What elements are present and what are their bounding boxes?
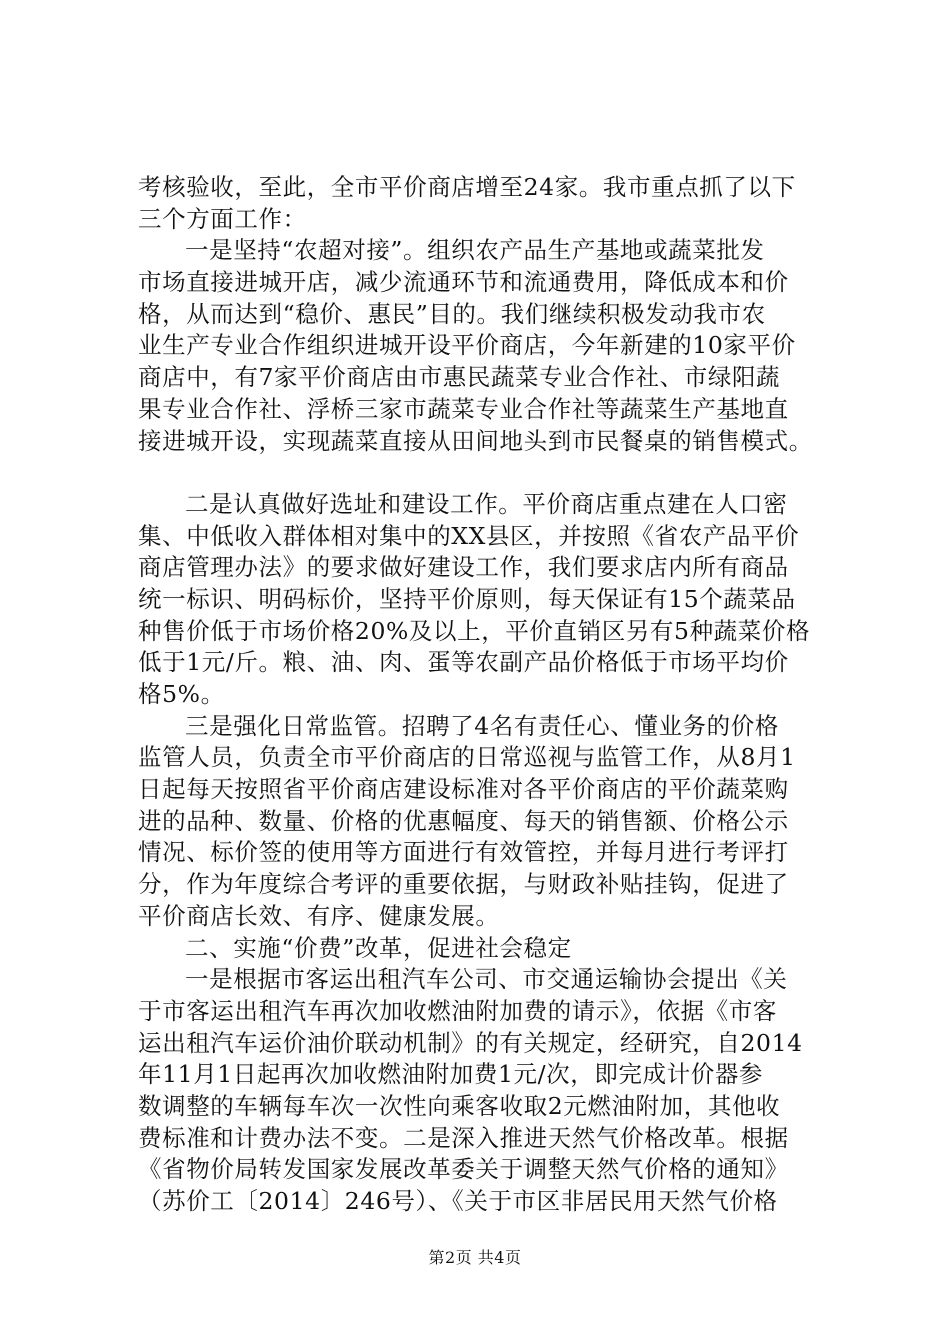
text-line: 情况、标价签的使用等方面进行有效管控，并每月进行考评打 [138,838,789,867]
text-line: 三是强化日常监管。招聘了4名有责任心、懂业务的价格 [185,711,779,740]
text-line: 日起每天按照省平价商店建设标准对各平价商店的平价蔬菜购 [138,775,789,804]
text-line: 业生产专业合作组织进城开设平价商店，今年新建的10家平价 [138,331,796,360]
text-line: 运出租汽车运价油价联动机制》的有关规定，经研究，自2014 [138,1028,803,1057]
text-line: 三个方面工作： [138,204,307,233]
text-line: （苏价工〔2014〕246号）、《关于市区非居民用天然气价格 [138,1187,778,1215]
text-line: 果专业合作社、浮桥三家市蔬菜专业合作社等蔬菜生产基地直 [138,394,789,423]
text-line: 于市客运出租汽车再次加收燃油附加费的请示》，依据《市客 [138,996,777,1025]
text-line: 费标准和计费办法不变。二是深入推进天然气价格改革。根据 [138,1123,789,1152]
text-line: 一是根据市客运出租汽车公司、市交通运输协会提出《关 [185,965,788,994]
text-line: 格，从而达到“稳价、惠民”目的。我们继续积极发动我市农 [138,299,766,328]
text-line: 市场直接进城开店，减少流通环节和流通费用，降低成本和价 [138,268,789,297]
text-line: 《省物价局转发国家发展改革委关于调整天然气价格的通知》 [138,1155,789,1184]
text-line: 二是认真做好选址和建设工作。平价商店重点建在人口密 [185,489,788,518]
blank-line [138,457,838,489]
text-line: 一是坚持“农超对接”。组织农产品生产基地或蔬菜批发 [185,236,765,265]
text-line: 低于1元/斤。粮、油、肉、蛋等农副产品价格低于市场平均价 [138,648,789,677]
text-line: 平价商店长效、有序、健康发展。 [138,901,500,930]
text-line: 考核验收，至此，全市平价商店增至24家。我市重点抓了以下 [138,173,796,201]
text-line: 种售价低于市场价格20%及以上，平价直销区另有5种蔬菜价格 [138,616,811,645]
text-line: 统一标识、明码标价，坚持平价原则，每天保证有15个蔬菜品 [138,584,796,613]
text-line: 二、实施“价费”改革，促进社会稳定 [185,933,572,962]
document-body [138,172,838,1218]
text-line: 商店中，有7家平价商店由市惠民蔬菜专业合作社、市绿阳蔬 [138,363,781,392]
text-line: 接进城开设，实现蔬菜直接从田间地头到市民餐桌的销售模式。 [138,426,813,455]
page-footer: 第2页 共4页 [428,1248,522,1267]
text-line: 数调整的车辆每车次一次性向乘客收取2元燃油附加，其他收 [138,1091,781,1120]
text-line: 商店管理办法》的要求做好建设工作，我们要求店内所有商品 [138,553,789,582]
text-line: 进的品种、数量、价格的优惠幅度、每天的销售额、价格公示 [138,806,789,835]
text-line: 集、中低收入群体相对集中的XX县区，并按照《省农产品平价 [138,521,800,550]
text-line: 监管人员，负责全市平价商店的日常巡视与监管工作，从8月1 [138,743,796,772]
text-line: 分，作为年度综合考评的重要依据，与财政补贴挂钩，促进了 [138,870,789,899]
text-line: 年11月1日起再次加收燃油附加费1元/次，即完成计价器参 [138,1060,764,1089]
text-line: 格5%。 [138,680,225,708]
